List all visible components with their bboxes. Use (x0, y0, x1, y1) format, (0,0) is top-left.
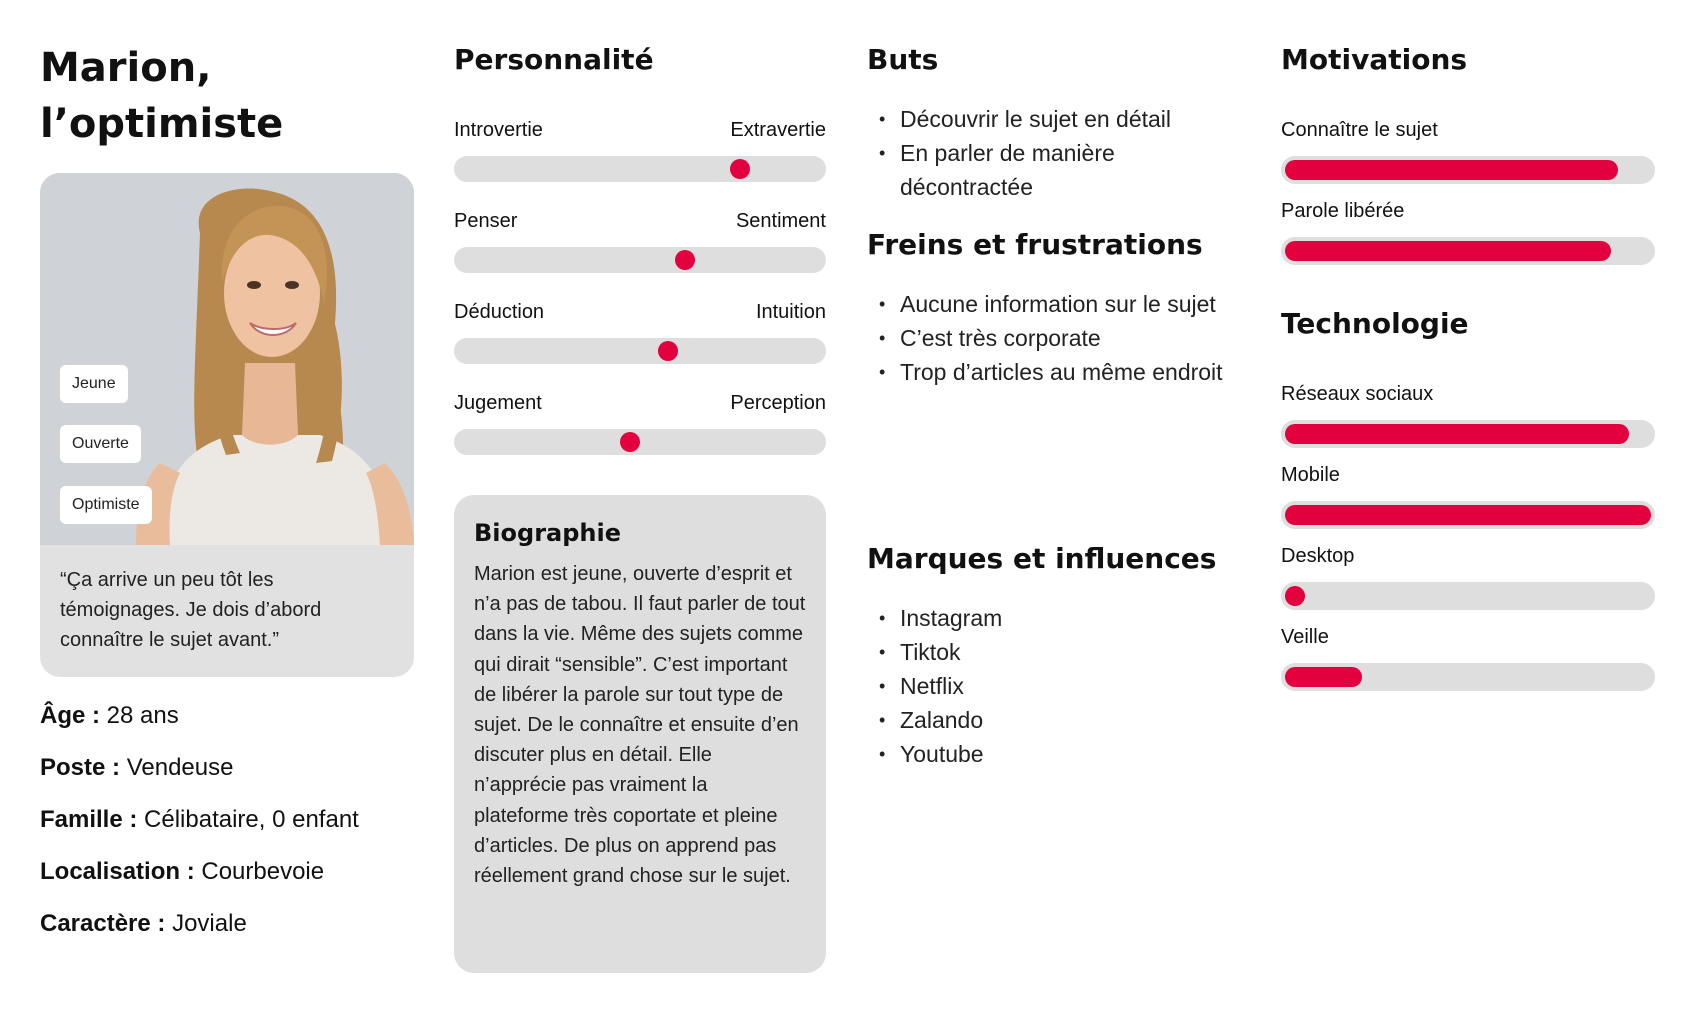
tag-jeune: Jeune (60, 365, 128, 403)
list-item: • Trop d’articles au même endroit (867, 355, 1227, 389)
biography-card (454, 495, 826, 973)
bar-fill (1285, 586, 1305, 606)
motivation-bar (1281, 116, 1655, 184)
list-item: • Netflix (867, 669, 1227, 703)
bar-track (1281, 663, 1655, 691)
frustrations-list (867, 287, 1227, 389)
persona-name-line1: Marion, (40, 45, 212, 91)
bar-label: Desktop (1281, 545, 1355, 567)
persona-name-line2: l’optimiste (40, 101, 284, 147)
slider-dot (658, 341, 678, 361)
fact-value: Courbevoie (201, 858, 325, 885)
bar-fill (1285, 505, 1651, 525)
fact-label: Caractère : (40, 910, 166, 937)
slider-jugement-perception (454, 389, 826, 455)
slider-right-label: Extravertie (730, 119, 826, 141)
personality-title: Personnalité (454, 43, 654, 76)
fact-value: Vendeuse (126, 754, 234, 781)
technology-bar (1281, 542, 1655, 610)
fact-localisation (40, 856, 420, 908)
slider-introvertie-extravertie (454, 116, 826, 182)
fact-value: Joviale (172, 910, 247, 937)
technology-bar (1281, 623, 1655, 691)
bar-label: Veille (1281, 626, 1329, 648)
slider-track (454, 156, 826, 182)
technology-title: Technologie (1281, 307, 1469, 340)
list-item: • Youtube (867, 737, 1227, 771)
bar-label: Parole libérée (1281, 200, 1405, 222)
bar-fill (1285, 241, 1611, 261)
fact-label: Famille : (40, 806, 138, 833)
bar-track (1281, 501, 1655, 529)
bar-fill (1285, 160, 1618, 180)
slider-track (454, 429, 826, 455)
list-item: • En parler de manière décontractée (867, 136, 1227, 204)
slider-track (454, 338, 826, 364)
technology-bar (1281, 380, 1655, 448)
tag-ouverte: Ouverte (60, 425, 141, 463)
fact-poste (40, 752, 420, 804)
list-item: • Instagram (867, 601, 1227, 635)
bar-fill (1285, 667, 1362, 687)
list-item: • Découvrir le sujet en détail (867, 102, 1227, 136)
list-item: • C’est très corporate (867, 321, 1227, 355)
biography-text: Marion est jeune, ouverte d’esprit et n’a pas de tabou. Il faut parler de tout dans la vie. Même des sujets comme qui dirait “sensible”. C’est important de libérer la parole sur tout type de sujet. De le connaître et ensuite d’en discuter plus en détail. Elle n’apprécie pas vraiment la plateforme très coportate et pleine d’articles. De plus on apprend pas réellement grand chose sur le sujet. (474, 563, 806, 888)
slider-penser-sentiment (454, 207, 826, 273)
motivation-bar (1281, 197, 1655, 265)
slider-deduction-intuition (454, 298, 826, 364)
slider-left-label: Penser (454, 210, 518, 232)
bar-track (1281, 156, 1655, 184)
fact-famille (40, 804, 420, 856)
slider-dot (620, 432, 640, 452)
slider-dot (675, 250, 695, 270)
bar-track (1281, 582, 1655, 610)
bar-label: Connaître le sujet (1281, 119, 1438, 141)
bar-track (1281, 420, 1655, 448)
slider-left-label: Déduction (454, 301, 545, 323)
goals-list (867, 102, 1227, 204)
slider-left-label: Introvertie (454, 119, 543, 141)
frustrations-title: Freins et frustrations (867, 228, 1203, 261)
brands-list (867, 601, 1227, 771)
bar-fill (1285, 424, 1629, 444)
motivations-title: Motivations (1281, 43, 1468, 76)
list-item: • Tiktok (867, 635, 1227, 669)
list-item: • Aucune information sur le sujet (867, 287, 1227, 321)
slider-left-label: Jugement (454, 392, 542, 414)
fact-age (40, 700, 420, 752)
persona-name (40, 40, 283, 152)
slider-dot (730, 159, 750, 179)
technology-bar (1281, 461, 1655, 529)
fact-label: Localisation : (40, 858, 195, 885)
bar-label: Mobile (1281, 464, 1340, 486)
list-item: • Zalando (867, 703, 1227, 737)
fact-label: Âge : (40, 702, 100, 729)
bar-label: Réseaux sociaux (1281, 383, 1434, 405)
brands-title: Marques et influences (867, 542, 1217, 575)
slider-right-label: Intuition (755, 301, 826, 323)
fact-caractere (40, 908, 420, 960)
slider-track (454, 247, 826, 273)
goals-title: Buts (867, 43, 939, 76)
fact-label: Poste : (40, 754, 121, 781)
tag-optimiste: Optimiste (60, 486, 152, 524)
bar-track (1281, 237, 1655, 265)
biography-title: Biographie (474, 519, 621, 547)
slider-right-label: Sentiment (735, 210, 826, 232)
persona-quote: “Ça arrive un peu tôt les témoignages. Je dois d’abord connaître le sujet avant.” (60, 569, 322, 651)
fact-value: 28 ans (106, 702, 179, 729)
persona-facts (40, 700, 420, 960)
slider-right-label: Perception (730, 392, 826, 414)
fact-value: Célibataire, 0 enfant (144, 806, 359, 833)
persona-card (40, 173, 414, 677)
